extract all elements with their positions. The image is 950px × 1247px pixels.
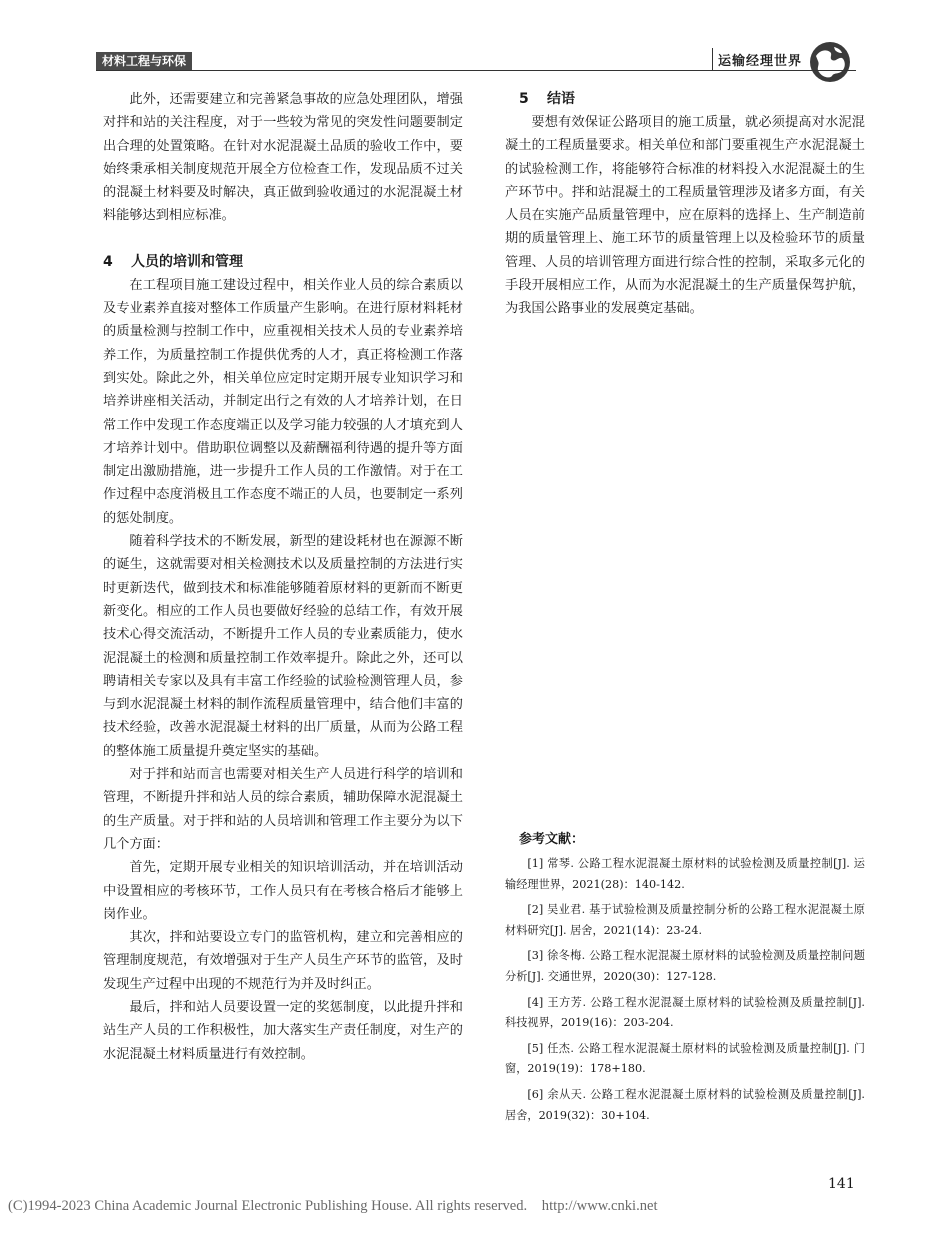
globe-logo-icon	[808, 40, 852, 84]
section-5-heading	[505, 88, 865, 111]
left-column	[103, 88, 463, 1066]
section-4-number: 4	[103, 253, 113, 270]
reference-item: [5] 任杰. 公路工程水泥混凝土原材料的试验检测及质量控制[J]. 门窗，2019(19)：178+180.	[505, 1041, 865, 1076]
section-4-paragraph: 最后，拌和站人员要设置一定的奖惩制度，以此提升拌和站生产人员的工作积极性，加大落实生产责任制度，对生产的水泥混凝土材料质量进行有效控制。	[103, 999, 463, 1062]
section-5-number: 5	[519, 91, 529, 107]
section-4-title: 人员的培训和管理	[131, 253, 243, 270]
section-4-paragraph: 其次，拌和站要设立专门的监管机构，建立和完善相应的管理制度规范，有效增强对于生产人员生产环节的监管，及时发现生产过程中出现的不规范行为并及时纠正。	[103, 930, 463, 992]
section-4-paragraph: 对于拌和站而言也需要对相关生产人员进行科学的培训和管理，不断提升拌和站人员的综合素质，辅助保障水泥混凝土的生产质量。对于拌和站的人员培训和管理工作主要分为以下几个方面：	[103, 767, 463, 852]
header-section-label: 材料工程与环保	[96, 52, 192, 70]
page-number: 141	[828, 1176, 855, 1192]
section-5-title: 结语	[547, 91, 575, 107]
section-4-paragraph: 随着科学技术的不断发展，新型的建设耗材也在源源不断的诞生，这就需要对相关检测技术以及质量控制的方法进行实时更新迭代，做到技术和标准能够随着原材料的更新而不断更新变化。相应的工作人员也要做好经验的总结工作，有效开展技术心得交流活动，不断提升工作人员的专业素质能力，使水泥混凝土的检测和质量控制工作效率提升。除此之外，还可以聘请相关专家以及具有丰富工作经验的试验检测管理人员，参与到水泥混凝土材料的制作流程质量管理中，结合他们丰富的技术经验，改善水泥混凝土材料的出厂质量，从而为公路工程的整体施工质量提升奠定坚实的基础。	[103, 534, 463, 759]
header-journal-name: 运输经理世界	[718, 54, 803, 69]
copyright-notice: (C)1994-2023 China Academic Journal Electronic Publishing House. All rights reserved. http://www.cnki.net	[8, 1198, 658, 1214]
section-4-paragraph: 首先，定期开展专业相关的知识培训活动，并在培训活动中设置相应的考核环节，工作人员只有在考核合格后才能够上岗作业。	[103, 860, 463, 922]
section-4-paragraph: 在工程项目施工建设过程中，相关作业人员的综合素质以及专业素养直接对整体工作质量产生影响。在进行原材料耗材的质量检测与控制工作中，应重视相关技术人员的专业素养培养工作，为质量控制工作提供优秀的人才，真正将检测工作落到实处。除此之外，相关单位应定时定期开展专业知识学习和培养讲座相关活动，并制定出行之有效的人才培养计划，在日常工作中发现工作态度端正以及学习能力较强的人才填充到人才培养计划中。借助职位调整以及薪酬福利待遇的提升等方面制定出激励措施，进一步提升工作人员的工作激情。对于在工作过程中态度消极且工作态度不端正的人员，也要制定一系列的惩处制度。	[103, 277, 463, 526]
reference-item: [6] 余从天. 公路工程水泥混凝土原材料的试验检测及质量控制[J]. 居舍，2019(32)：30+104.	[505, 1087, 865, 1122]
conclusion-paragraph: 要想有效保证公路项目的施工质量，就必须提高对水泥混凝土的工程质量要求。相关单位和部门要重视生产水泥混凝土的试验检测工作，将能够符合标准的材料投入水泥混凝土的生产环节中。拌和站混凝土的工程质量管理涉及诸多方面，有关人员在实施产品质量管理中，应在原料的选择上、生产制造前期的质量管理上、施工环节的质量管理上以及检验环节的质量管理、人员的培训管理方面进行综合性的控制，采取多元化的手段开展相应工作，从而为水泥混凝土的生产质量保驾护航，为我国公路事业的发展奠定基础。	[505, 115, 865, 317]
reference-item: [1] 常琴. 公路工程水泥混凝土原材料的试验检测及质量控制[J]. 运输经理世界，2021(28)：140-142.	[505, 857, 865, 891]
header-rule	[96, 70, 856, 71]
references-title: 参考文献：	[519, 832, 585, 847]
reference-item: [3] 徐冬梅. 公路工程水泥混凝土原材料的试验检测及质量控制问题分析[J]. 交通世界，2020(30)：127-128.	[505, 949, 865, 983]
intro-paragraph: 此外，还需要建立和完善紧急事故的应急处理团队，增强对拌和站的关注程度，对于一些较为常见的突发性问题要制定出合理的处置策略。在针对水泥混凝土品质的验收工作中，要始终秉承相关制度规范开展全方位检查工作，发现品质不过关的混凝土材料要及时解决，真正做到验收通过的水泥混凝土材料能够达到相应标准。	[103, 92, 463, 224]
reference-item: [4] 王方芳. 公路工程水泥混凝土原材料的试验检测及质量控制[J]. 科技视界，2019(16)：203-204.	[505, 995, 865, 1030]
references	[505, 830, 865, 1131]
header-separator	[712, 48, 713, 70]
section-4-heading	[103, 251, 463, 274]
reference-item: [2] 吴业君. 基于试验检测及质量控制分析的公路工程水泥混凝土原材料研究[J]. 居舍，2021(14)：23-24.	[505, 903, 865, 937]
right-column	[505, 88, 865, 321]
